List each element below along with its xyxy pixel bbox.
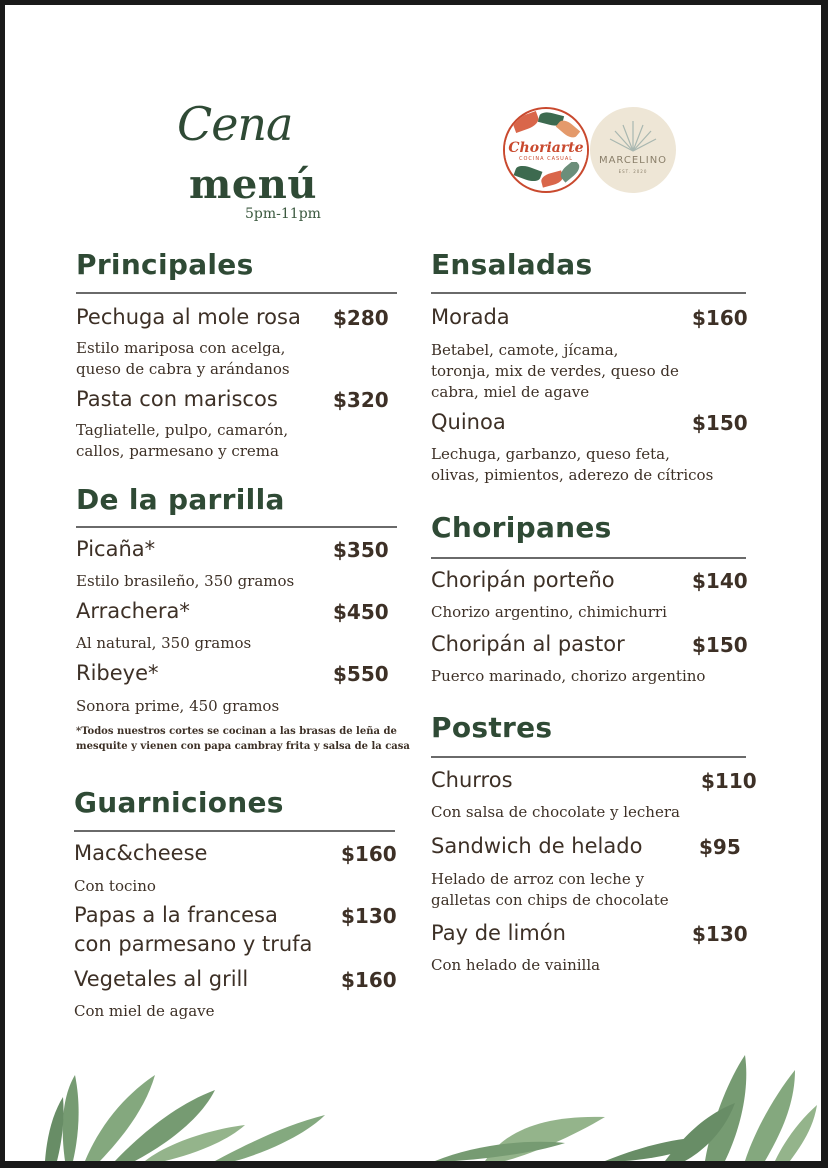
menu-item-name-line2: con parmesano y trufa xyxy=(74,932,313,956)
choriarte-logo-name: Choriarte xyxy=(508,140,584,156)
menu-item-name: Choripán al pastor xyxy=(431,632,625,656)
hours-text: 5pm-11pm xyxy=(245,206,321,222)
menu-item-desc: callos, parmesano y crema xyxy=(76,442,279,460)
menu-item-price: $160 xyxy=(692,306,748,330)
menu-item-name: Sandwich de helado xyxy=(431,834,643,858)
menu-item-desc: Sonora prime, 450 gramos xyxy=(76,697,280,715)
choriarte-logo xyxy=(503,107,589,193)
marcelino-logo-est: EST. 2020 xyxy=(618,169,648,174)
section-divider xyxy=(431,756,746,758)
menu-item-desc: Chorizo argentino, chimichurri xyxy=(431,603,667,621)
menu-item-price: $110 xyxy=(701,769,757,793)
menu-page xyxy=(5,5,821,1161)
menu-item-desc: Puerco marinado, chorizo argentino xyxy=(431,667,706,685)
menu-item-price: $130 xyxy=(692,922,748,946)
menu-item-price: $550 xyxy=(333,662,389,686)
menu-item-price: $320 xyxy=(333,388,389,412)
section-divider xyxy=(76,292,397,294)
menu-item-name: Picaña* xyxy=(76,537,156,561)
menu-item-name: Choripán porteño xyxy=(431,568,615,592)
menu-item-price: $150 xyxy=(692,411,748,435)
menu-item-name: Vegetales al grill xyxy=(74,967,249,991)
grill-note: mesquite y vienen con papa cambray frita y salsa de la casa xyxy=(76,741,410,752)
menu-item-desc: Helado de arroz con leche y xyxy=(431,870,645,888)
menu-item-name: Ribeye* xyxy=(76,661,159,685)
menu-item-desc: Estilo brasileño, 350 gramos xyxy=(76,572,295,590)
menu-item-desc: cabra, miel de agave xyxy=(431,383,590,401)
menu-item-name: Pay de limón xyxy=(431,921,566,945)
menu-item-name: Quinoa xyxy=(431,410,506,434)
menu-item-price: $160 xyxy=(341,968,397,992)
menu-item-price: $95 xyxy=(699,835,741,859)
choriarte-logo-subtitle: COCINA CASUAL xyxy=(518,156,574,162)
menu-item-desc: Estilo mariposa con acelga, xyxy=(76,339,286,357)
menu-item-name: Papas a la francesa xyxy=(74,903,278,927)
menu-item-name: Pechuga al mole rosa xyxy=(76,305,301,329)
section-heading-choripanes: Choripanes xyxy=(431,511,612,544)
menu-item-price: $450 xyxy=(333,600,389,624)
menu-item-desc: olivas, pimientos, aderezo de cítricos xyxy=(431,466,714,484)
menu-item-name: Morada xyxy=(431,305,510,329)
menu-item-price: $350 xyxy=(333,538,389,562)
page-title: menú xyxy=(189,161,317,208)
menu-item-desc: Al natural, 350 gramos xyxy=(76,634,252,652)
section-heading-principales: Principales xyxy=(76,248,254,281)
menu-item-desc: Betabel, camote, jícama, xyxy=(431,341,619,359)
leaves-decoration xyxy=(5,1035,821,1161)
menu-item-desc: Con salsa de chocolate y lechera xyxy=(431,803,680,821)
section-divider xyxy=(431,292,746,294)
section-divider xyxy=(76,526,397,528)
menu-item-name: Mac&cheese xyxy=(74,841,208,865)
menu-item-name: Arrachera* xyxy=(76,599,190,623)
menu-item-price: $150 xyxy=(692,633,748,657)
script-title: Cena xyxy=(177,97,293,151)
marcelino-logo-name: MARCELINO xyxy=(598,155,668,166)
menu-item-name: Churros xyxy=(431,768,513,792)
menu-item-name: Pasta con mariscos xyxy=(76,387,278,411)
menu-item-desc: Con helado de vainilla xyxy=(431,956,601,974)
agave-icon xyxy=(590,107,676,157)
section-heading-postres: Postres xyxy=(431,711,553,744)
menu-item-price: $130 xyxy=(341,904,397,928)
marcelino-logo xyxy=(590,107,676,193)
section-heading-parrilla: De la parrilla xyxy=(76,483,285,516)
menu-item-desc: queso de cabra y arándanos xyxy=(76,360,290,378)
menu-item-desc: Tagliatelle, pulpo, camarón, xyxy=(76,421,289,439)
section-heading-ensaladas: Ensaladas xyxy=(431,248,593,281)
menu-item-price: $160 xyxy=(341,842,397,866)
menu-item-desc: toronja, mix de verdes, queso de xyxy=(431,362,679,380)
grill-note: *Todos nuestros cortes se cocinan a las brasas de leña de xyxy=(76,726,397,737)
menu-item-desc: Lechuga, garbanzo, queso feta, xyxy=(431,445,670,463)
menu-item-price: $280 xyxy=(333,306,389,330)
menu-item-desc: Con miel de agave xyxy=(74,1002,215,1020)
menu-item-price: $140 xyxy=(692,569,748,593)
section-heading-guarniciones: Guarniciones xyxy=(74,786,284,819)
menu-item-desc: galletas con chips de chocolate xyxy=(431,891,669,909)
section-divider xyxy=(431,557,746,559)
section-divider xyxy=(74,830,395,832)
menu-item-desc: Con tocino xyxy=(74,877,156,895)
